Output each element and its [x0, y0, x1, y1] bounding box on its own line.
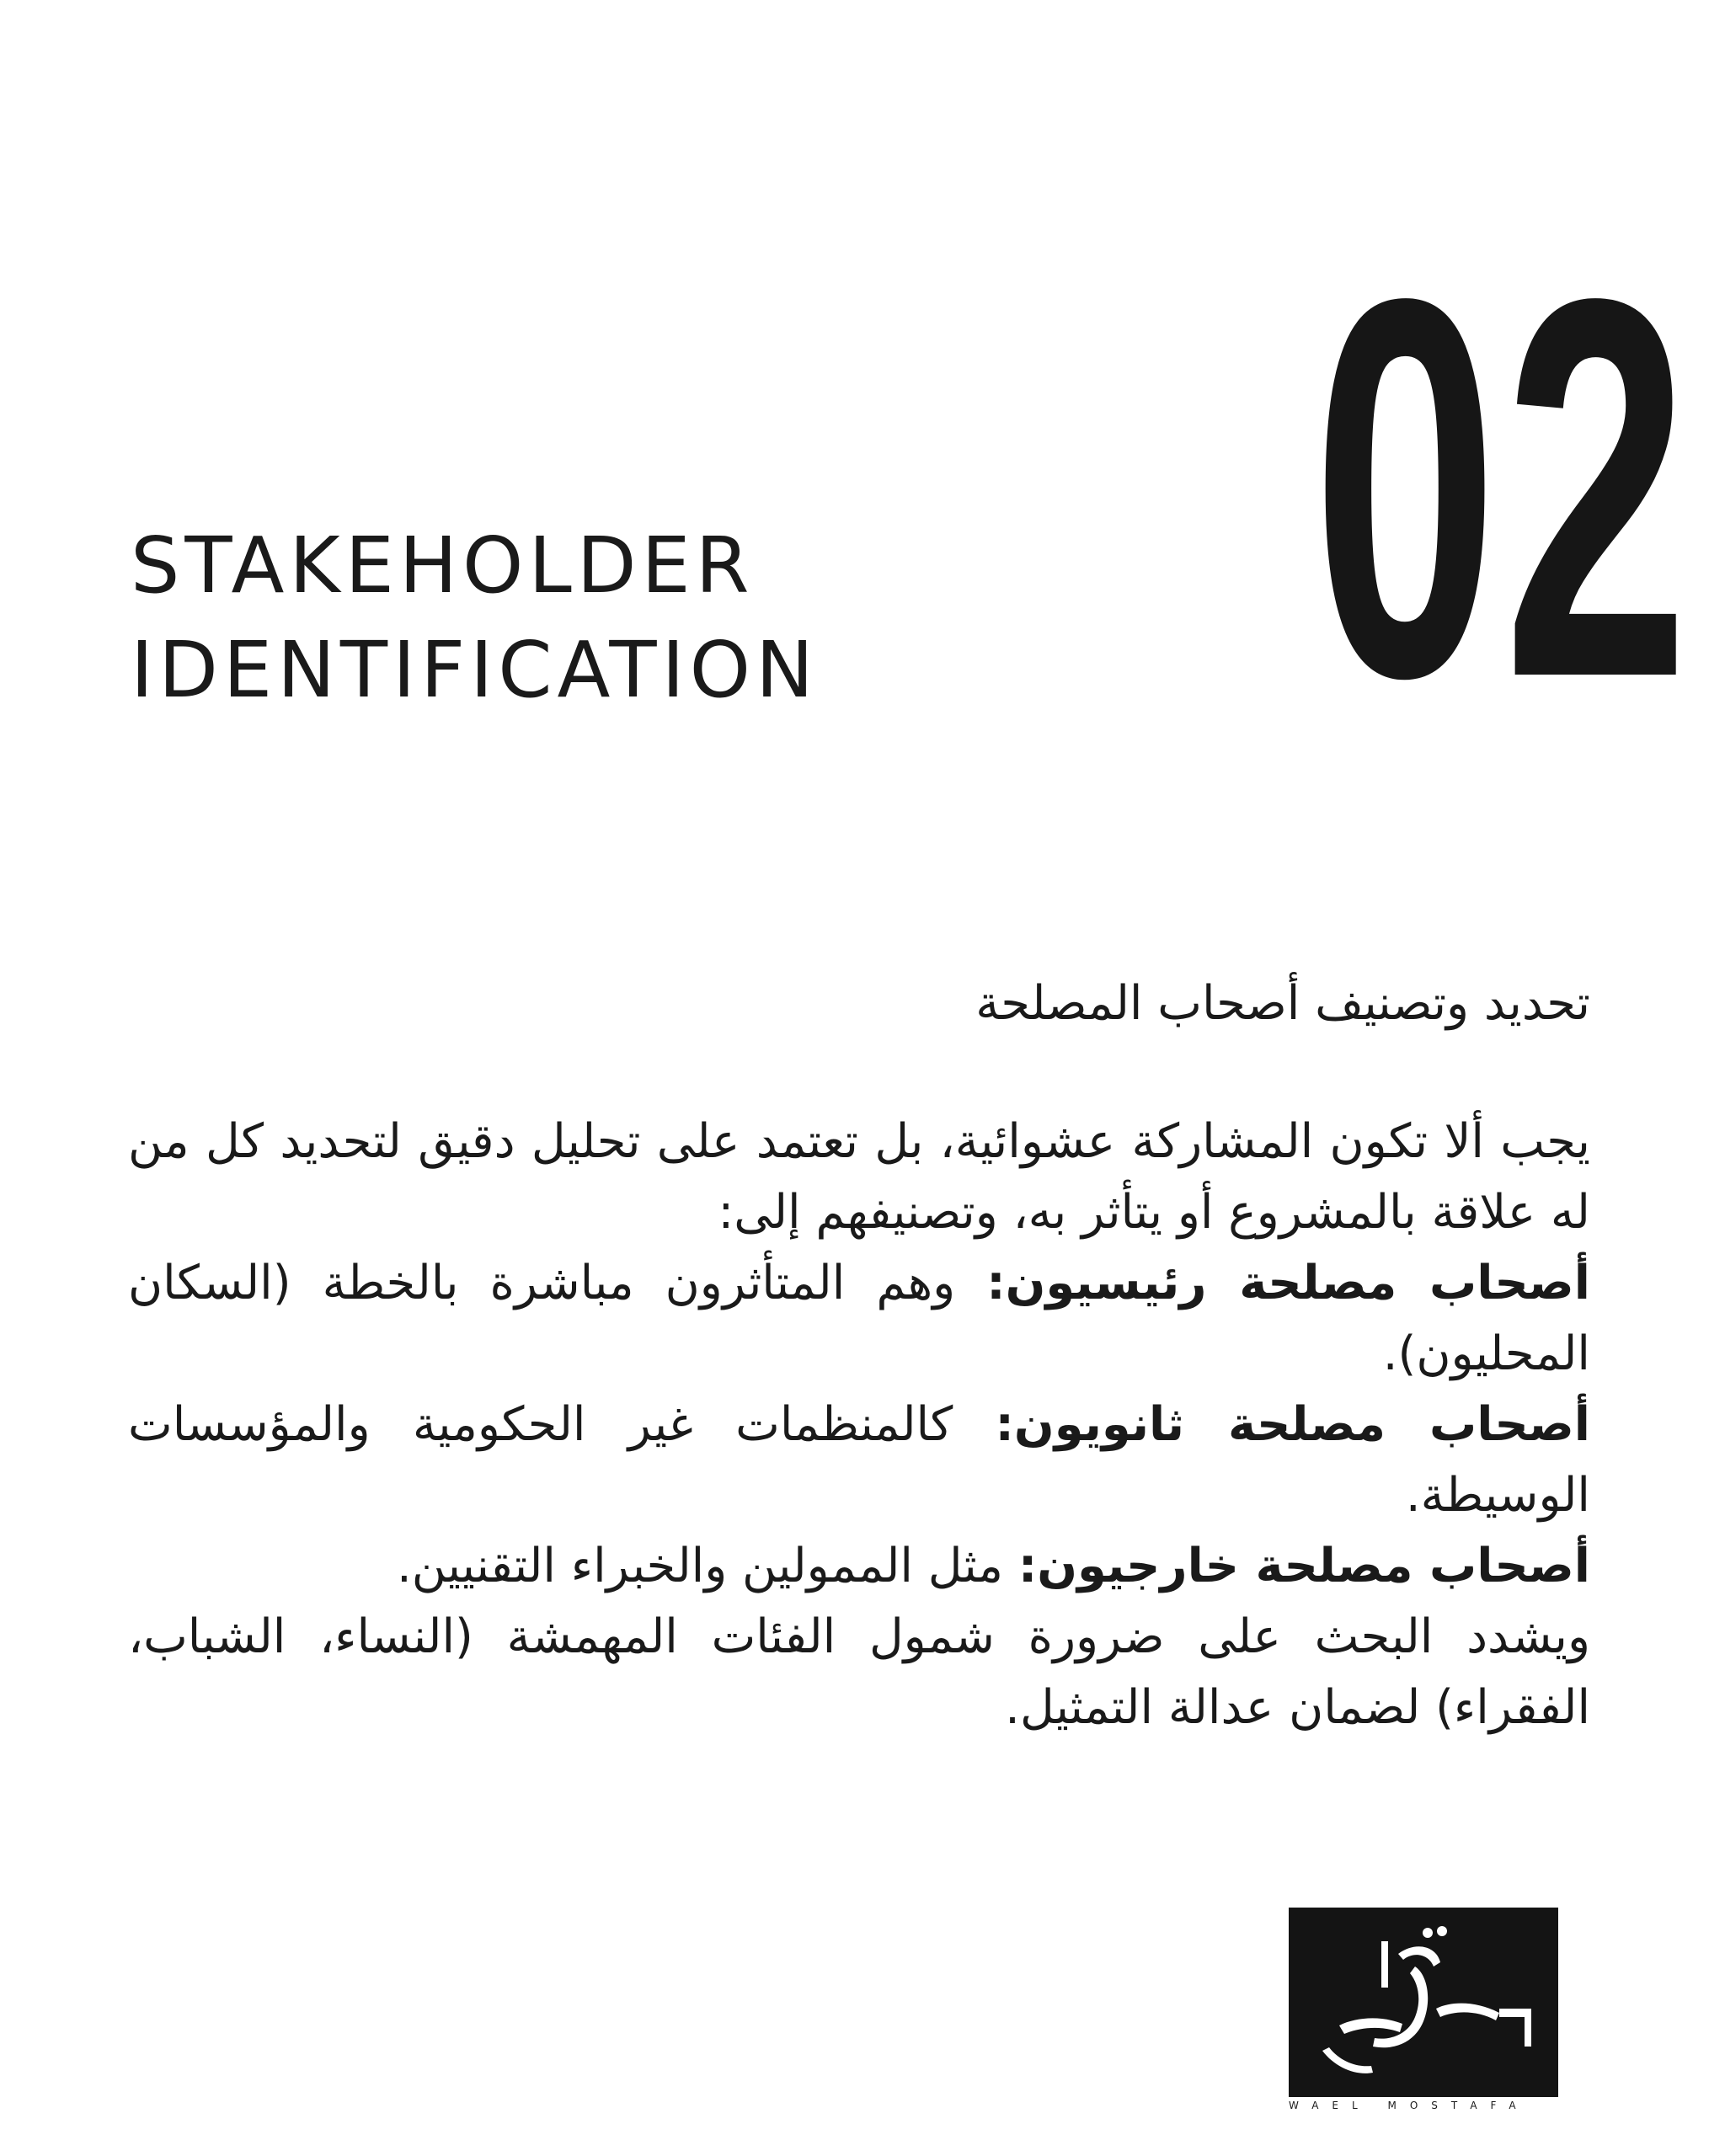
item-label: أصحاب مصلحة خارجيون:: [1017, 1539, 1590, 1593]
section-heading: [131, 514, 889, 723]
heading-line-1: STAKEHOLDER: [131, 520, 755, 611]
arabic-closing: ويشدد البحث على ضرورة شمول الفئات المهمشة (النساء، الشباب، الفقراء) لضمان عدالة التمثيل.: [128, 1609, 1590, 1735]
list-item: [128, 1531, 1590, 1602]
arabic-paragraph: [128, 1107, 1590, 1743]
item-text: مثل الممولين والخبراء التقنيين.: [396, 1539, 1018, 1593]
calligraphic-logo-icon: [1289, 1908, 1558, 2097]
arabic-subtitle: تحديد وتصنيف أصحاب المصلحة: [975, 976, 1590, 1031]
section-number: 02: [1312, 187, 1695, 789]
list-item: [128, 1248, 1590, 1390]
brand-logo: [1289, 1908, 1558, 2118]
item-text: كالمنظمات غير الحكومية والمؤسسات الوسيطة.: [128, 1397, 1590, 1523]
item-label: أصحاب مصلحة رئيسيون:: [986, 1256, 1590, 1310]
item-text: وهم المتأثرون مباشرة بالخطة (السكان المحليون).: [128, 1256, 1590, 1381]
list-item: [128, 1390, 1590, 1531]
item-label: أصحاب مصلحة ثانويون:: [995, 1397, 1591, 1452]
heading-line-2: IDENTIFICATION: [131, 625, 819, 715]
logo-caption: WAEL MOSTAFA: [1289, 2100, 1530, 2111]
arabic-intro: يجب ألا تكون المشاركة عشوائية، بل تعتمد على تحليل دقيق لتحديد كل من له علاقة بالمشروع أو يتأثر به، وتصنيفهم إلى:: [128, 1114, 1590, 1240]
arabic-body: [128, 969, 1590, 1743]
